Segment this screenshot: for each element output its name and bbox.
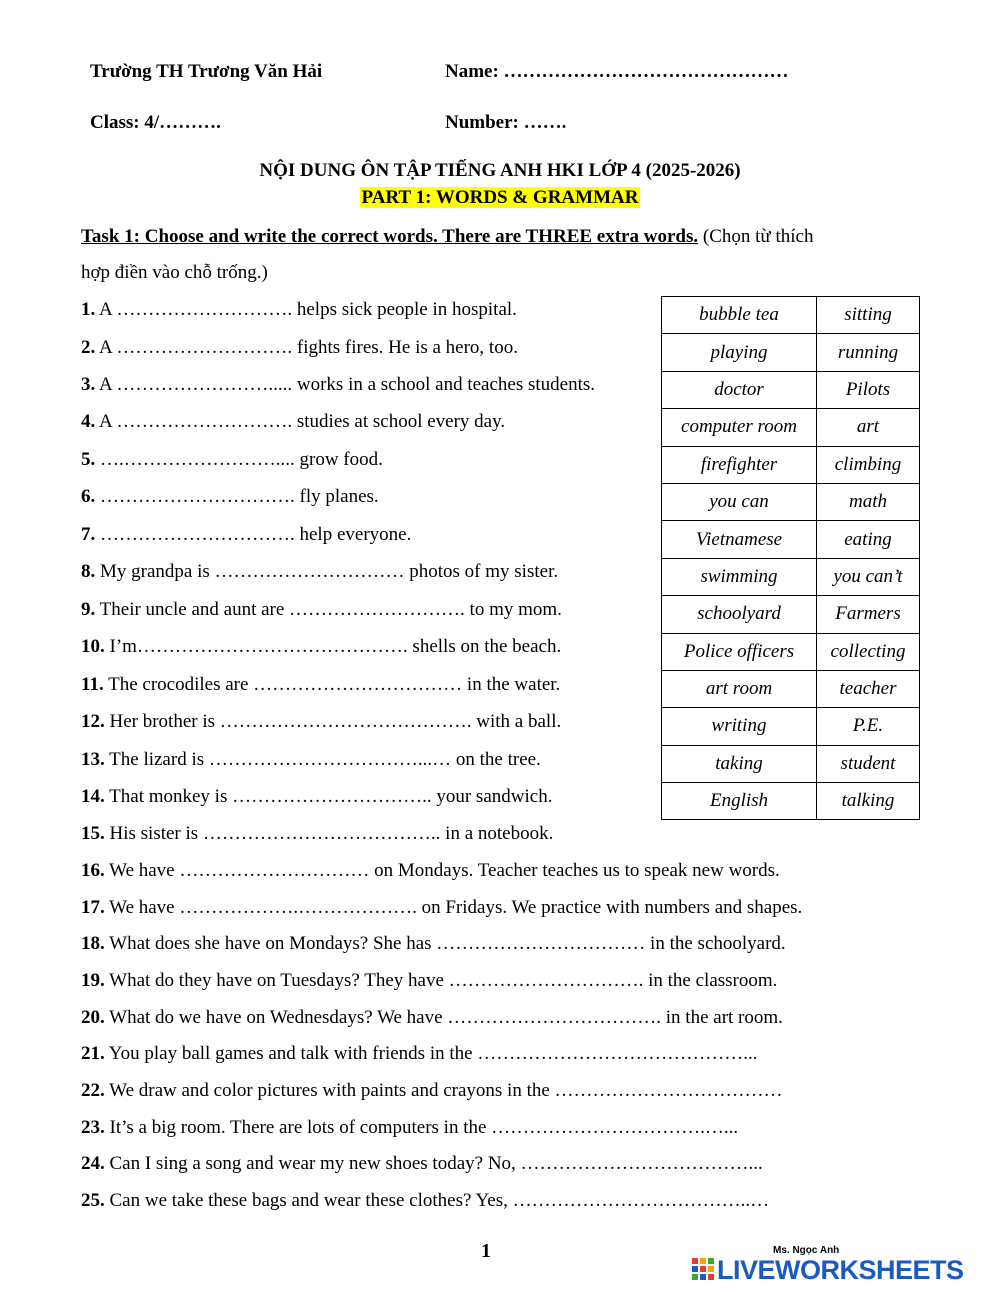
question-18 (81, 933, 786, 955)
question-number: 12. (81, 711, 105, 732)
question-text: A ………………………. fights fires. He is a hero, too. (95, 337, 518, 358)
question-text: A ………………………. studies at school every day. (95, 411, 506, 432)
task1-note-line2: hợp điền vào chỗ trống.) (81, 262, 268, 283)
word-bank-cell: taking (662, 745, 817, 782)
question-3 (81, 374, 595, 396)
question-number: 18. (81, 933, 105, 954)
question-number: 15. (81, 823, 105, 844)
word-bank-row (662, 334, 920, 371)
question-text: Can I sing a song and wear my new shoes today? No, ………………………………... (104, 1153, 763, 1174)
question-number: 2. (81, 337, 96, 358)
liveworksheets-logo (692, 1256, 992, 1286)
word-bank-cell: running (817, 334, 920, 371)
question-number: 3. (81, 374, 96, 395)
task1-heading: Task 1: Choose and write the correct words. There are THREE extra words. (81, 226, 699, 247)
question-14 (81, 786, 552, 808)
word-bank-cell: firefighter (662, 446, 817, 483)
word-bank-cell: teacher (817, 670, 920, 707)
question-20 (81, 1007, 783, 1029)
question-number: 19. (81, 970, 105, 991)
question-text: Their uncle and aunt are ………………………. to my mom. (95, 599, 562, 620)
word-bank-cell: playing (662, 334, 817, 371)
task1-note-line1: (Chọn từ thích (698, 226, 814, 247)
header-number-field: Number: ……. (445, 112, 567, 133)
author-credit: Ms. Ngọc Anh (773, 1245, 840, 1256)
word-bank-row (662, 371, 920, 408)
word-bank-cell: writing (662, 708, 817, 745)
question-text: …………………………. fly planes. (95, 486, 379, 507)
question-1 (81, 299, 517, 321)
word-bank-row (662, 783, 920, 820)
question-text: A ……………………..... works in a school and teaches students. (95, 374, 596, 395)
question-8 (81, 561, 558, 583)
question-number: 4. (81, 411, 96, 432)
question-number: 5. (81, 449, 96, 470)
question-number: 20. (81, 1007, 105, 1028)
question-19 (81, 970, 777, 992)
page-number: 1 (481, 1240, 491, 1262)
question-text: ….…………………….... grow food. (95, 449, 383, 470)
question-2 (81, 337, 518, 359)
word-bank-cell: art (817, 409, 920, 446)
question-number: 16. (81, 860, 105, 881)
question-25 (81, 1190, 769, 1212)
question-number: 21. (81, 1043, 105, 1064)
question-11 (81, 674, 560, 696)
word-bank-row (662, 409, 920, 446)
question-number: 7. (81, 524, 96, 545)
question-10 (81, 636, 561, 658)
liveworksheets-logo-icon (692, 1258, 716, 1284)
question-text: We draw and color pictures with paints and crayons in the ……………………………… (104, 1080, 783, 1101)
question-number: 24. (81, 1153, 105, 1174)
question-text: We have ………………………… on Mondays. Teacher teaches us to speak new words. (104, 860, 780, 881)
question-text: …………………………. help everyone. (95, 524, 412, 545)
question-22 (81, 1080, 783, 1102)
word-bank-cell: climbing (817, 446, 920, 483)
question-number: 23. (81, 1117, 105, 1138)
question-number: 1. (81, 299, 96, 320)
word-bank-row (662, 633, 920, 670)
question-text: It’s a big room. There are lots of computers in the …………………………….…... (104, 1117, 739, 1138)
question-number: 22. (81, 1080, 105, 1101)
header-class-field: Class: 4/………. (90, 112, 221, 133)
question-21 (81, 1043, 758, 1065)
question-number: 9. (81, 599, 96, 620)
question-text: We have ……………….………………. on Fridays. We practice with numbers and shapes. (104, 897, 803, 918)
question-number: 11. (81, 674, 104, 695)
word-bank-row (662, 708, 920, 745)
question-text: Her brother is …………………………………. with a ball. (104, 711, 562, 732)
word-bank-cell: math (817, 483, 920, 520)
part-title (0, 187, 1000, 209)
question-text: What does she have on Mondays? She has …………………………… in the schoolyard. (104, 933, 786, 954)
question-16 (81, 860, 780, 882)
question-4 (81, 411, 505, 433)
word-bank-cell: you can’t (817, 558, 920, 595)
word-bank-cell: English (662, 783, 817, 820)
question-13 (81, 749, 541, 771)
question-text: Can we take these bags and wear these clothes? Yes, ………………………………..… (104, 1190, 770, 1211)
word-bank-row (662, 297, 920, 334)
question-17 (81, 897, 802, 919)
question-number: 8. (81, 561, 96, 582)
question-number: 17. (81, 897, 105, 918)
question-text: I’m……………………………………. shells on the beach. (104, 636, 562, 657)
word-bank-row (662, 558, 920, 595)
task1-instruction (81, 226, 813, 248)
question-number: 25. (81, 1190, 105, 1211)
word-bank-row (662, 596, 920, 633)
question-text: That monkey is ………………………….. your sandwich. (104, 786, 553, 807)
word-bank-cell: art room (662, 670, 817, 707)
question-5 (81, 449, 383, 471)
word-bank-cell: collecting (817, 633, 920, 670)
brand-name: LIVEWORKSHEETS (717, 1255, 964, 1285)
word-bank-cell: P.E. (817, 708, 920, 745)
question-text: The lizard is ……………………………...… on the tree. (104, 749, 541, 770)
word-bank-cell: you can (662, 483, 817, 520)
question-text: The crocodiles are …………………………… in the water. (103, 674, 561, 695)
word-bank-cell: Farmers (817, 596, 920, 633)
question-23 (81, 1117, 738, 1139)
question-text: You play ball games and talk with friends in the ……………………………………... (104, 1043, 758, 1064)
header-name-field: Name: ……………………………………… (445, 61, 789, 82)
question-6 (81, 486, 379, 508)
word-bank-cell: eating (817, 521, 920, 558)
word-bank-cell: student (817, 745, 920, 782)
word-bank-row (662, 483, 920, 520)
word-bank-row (662, 446, 920, 483)
question-number: 10. (81, 636, 105, 657)
word-bank-cell: Pilots (817, 371, 920, 408)
page-title: NỘI DUNG ÔN TẬP TIẾNG ANH HKI LỚP 4 (2025-2026) (259, 160, 741, 181)
question-text: His sister is ……………………………….. in a notebook. (104, 823, 554, 844)
question-text: My grandpa is ………………………… photos of my sister. (95, 561, 559, 582)
word-bank-cell: talking (817, 783, 920, 820)
question-24 (81, 1153, 763, 1175)
word-bank-cell: bubble tea (662, 297, 817, 334)
word-bank-cell: sitting (817, 297, 920, 334)
word-bank-row (662, 745, 920, 782)
word-bank-cell: doctor (662, 371, 817, 408)
word-bank-cell: Vietnamese (662, 521, 817, 558)
question-text: A ………………………. helps sick people in hospital. (95, 299, 517, 320)
question-number: 14. (81, 786, 105, 807)
question-12 (81, 711, 561, 733)
word-bank-cell: swimming (662, 558, 817, 595)
part-title-text: PART 1: WORDS & GRAMMAR (361, 187, 639, 208)
header-school: Trường TH Trương Văn Hải (90, 61, 323, 82)
question-text: What do we have on Wednesdays? We have ……………………………. in the art room. (104, 1007, 783, 1028)
question-text: What do they have on Tuesdays? They have …………………………. in the classroom. (104, 970, 778, 991)
word-bank-table (661, 296, 920, 820)
question-number: 6. (81, 486, 96, 507)
question-9 (81, 599, 562, 621)
word-bank-cell: schoolyard (662, 596, 817, 633)
word-bank-row (662, 670, 920, 707)
question-7 (81, 524, 411, 546)
question-number: 13. (81, 749, 105, 770)
word-bank-cell: Police officers (662, 633, 817, 670)
word-bank-cell: computer room (662, 409, 817, 446)
word-bank-row (662, 521, 920, 558)
question-15 (81, 823, 553, 845)
